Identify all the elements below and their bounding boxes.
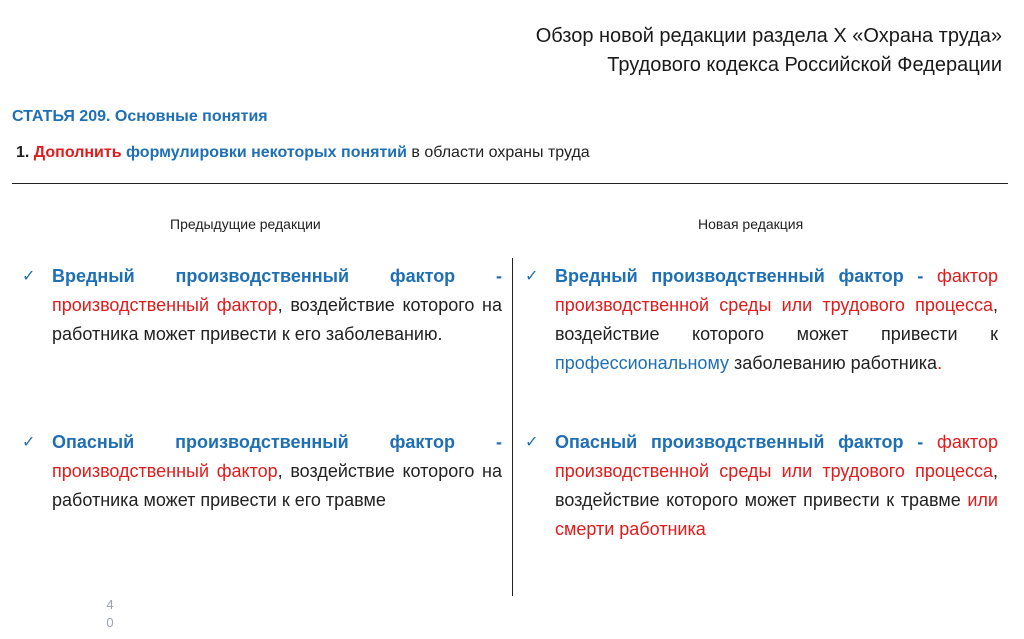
definition-mid: , воздействие которого может привести к травме: [555, 461, 998, 510]
definition-red: производственный фактор: [52, 461, 278, 481]
slide-header: [536, 22, 1002, 80]
new-definition-harmful: [525, 262, 998, 378]
section-plain-text: в области охраны труда: [411, 144, 590, 161]
term: Опасный производственный фактор: [555, 432, 904, 452]
section-line: [16, 144, 590, 162]
page-number: [104, 596, 116, 632]
header-line-1: Обзор новой редакции раздела X «Охрана труда»: [535, 25, 1002, 47]
definition-red-2: или смерти работника: [555, 490, 998, 539]
definition-red: фактор производственной среды или трудового процесса: [555, 266, 998, 315]
checkmark-icon: ✓: [22, 434, 36, 451]
definition-red: фактор производственной среды или трудового процесса: [555, 432, 998, 481]
checkmark-icon: ✓: [22, 268, 36, 285]
definition-rest: , воздействие которого на работника может привести к его травме: [52, 461, 502, 510]
term: Вредный производственный фактор: [555, 266, 904, 286]
dash: -: [917, 432, 924, 452]
checkmark-icon: ✓: [525, 268, 539, 285]
term: Вредный производственный фактор: [52, 266, 456, 286]
dash: -: [495, 432, 502, 452]
section-red-text: Дополнить: [33, 144, 122, 161]
page-number-digit-1: 4: [106, 597, 114, 612]
dash: -: [496, 266, 502, 286]
new-definition-dangerous: [525, 428, 998, 544]
definition-rest: , воздействие которого на работника может привести к его заболеванию.: [52, 295, 502, 344]
term: Опасный производственный фактор: [52, 432, 455, 452]
header-line-2: Трудового кодекса Российской Федерации: [607, 54, 1002, 76]
definition-mid: , воздействие которого может привести к: [555, 295, 998, 344]
column-header-previous: Предыдущие редакции: [170, 216, 321, 232]
definition-blue: профессиональному: [555, 353, 730, 373]
article-title: СТАТЬЯ 209. Основные понятия: [12, 108, 268, 125]
previous-definition-harmful: [22, 262, 502, 349]
definition-tail: заболеванию работника: [734, 353, 938, 373]
dash: -: [917, 266, 924, 286]
page-number-digit-2: 0: [106, 615, 114, 630]
vertical-divider: [512, 258, 513, 596]
section-blue-text: формулировки некоторых понятий: [126, 144, 407, 161]
section-number: 1.: [16, 144, 30, 161]
column-header-new: Новая редакция: [698, 216, 804, 232]
definition-end: .: [937, 353, 943, 373]
definition-red: производственный фактор: [52, 295, 278, 315]
checkmark-icon: ✓: [525, 434, 539, 451]
horizontal-divider: [12, 183, 1008, 184]
previous-definition-dangerous: [22, 428, 502, 515]
